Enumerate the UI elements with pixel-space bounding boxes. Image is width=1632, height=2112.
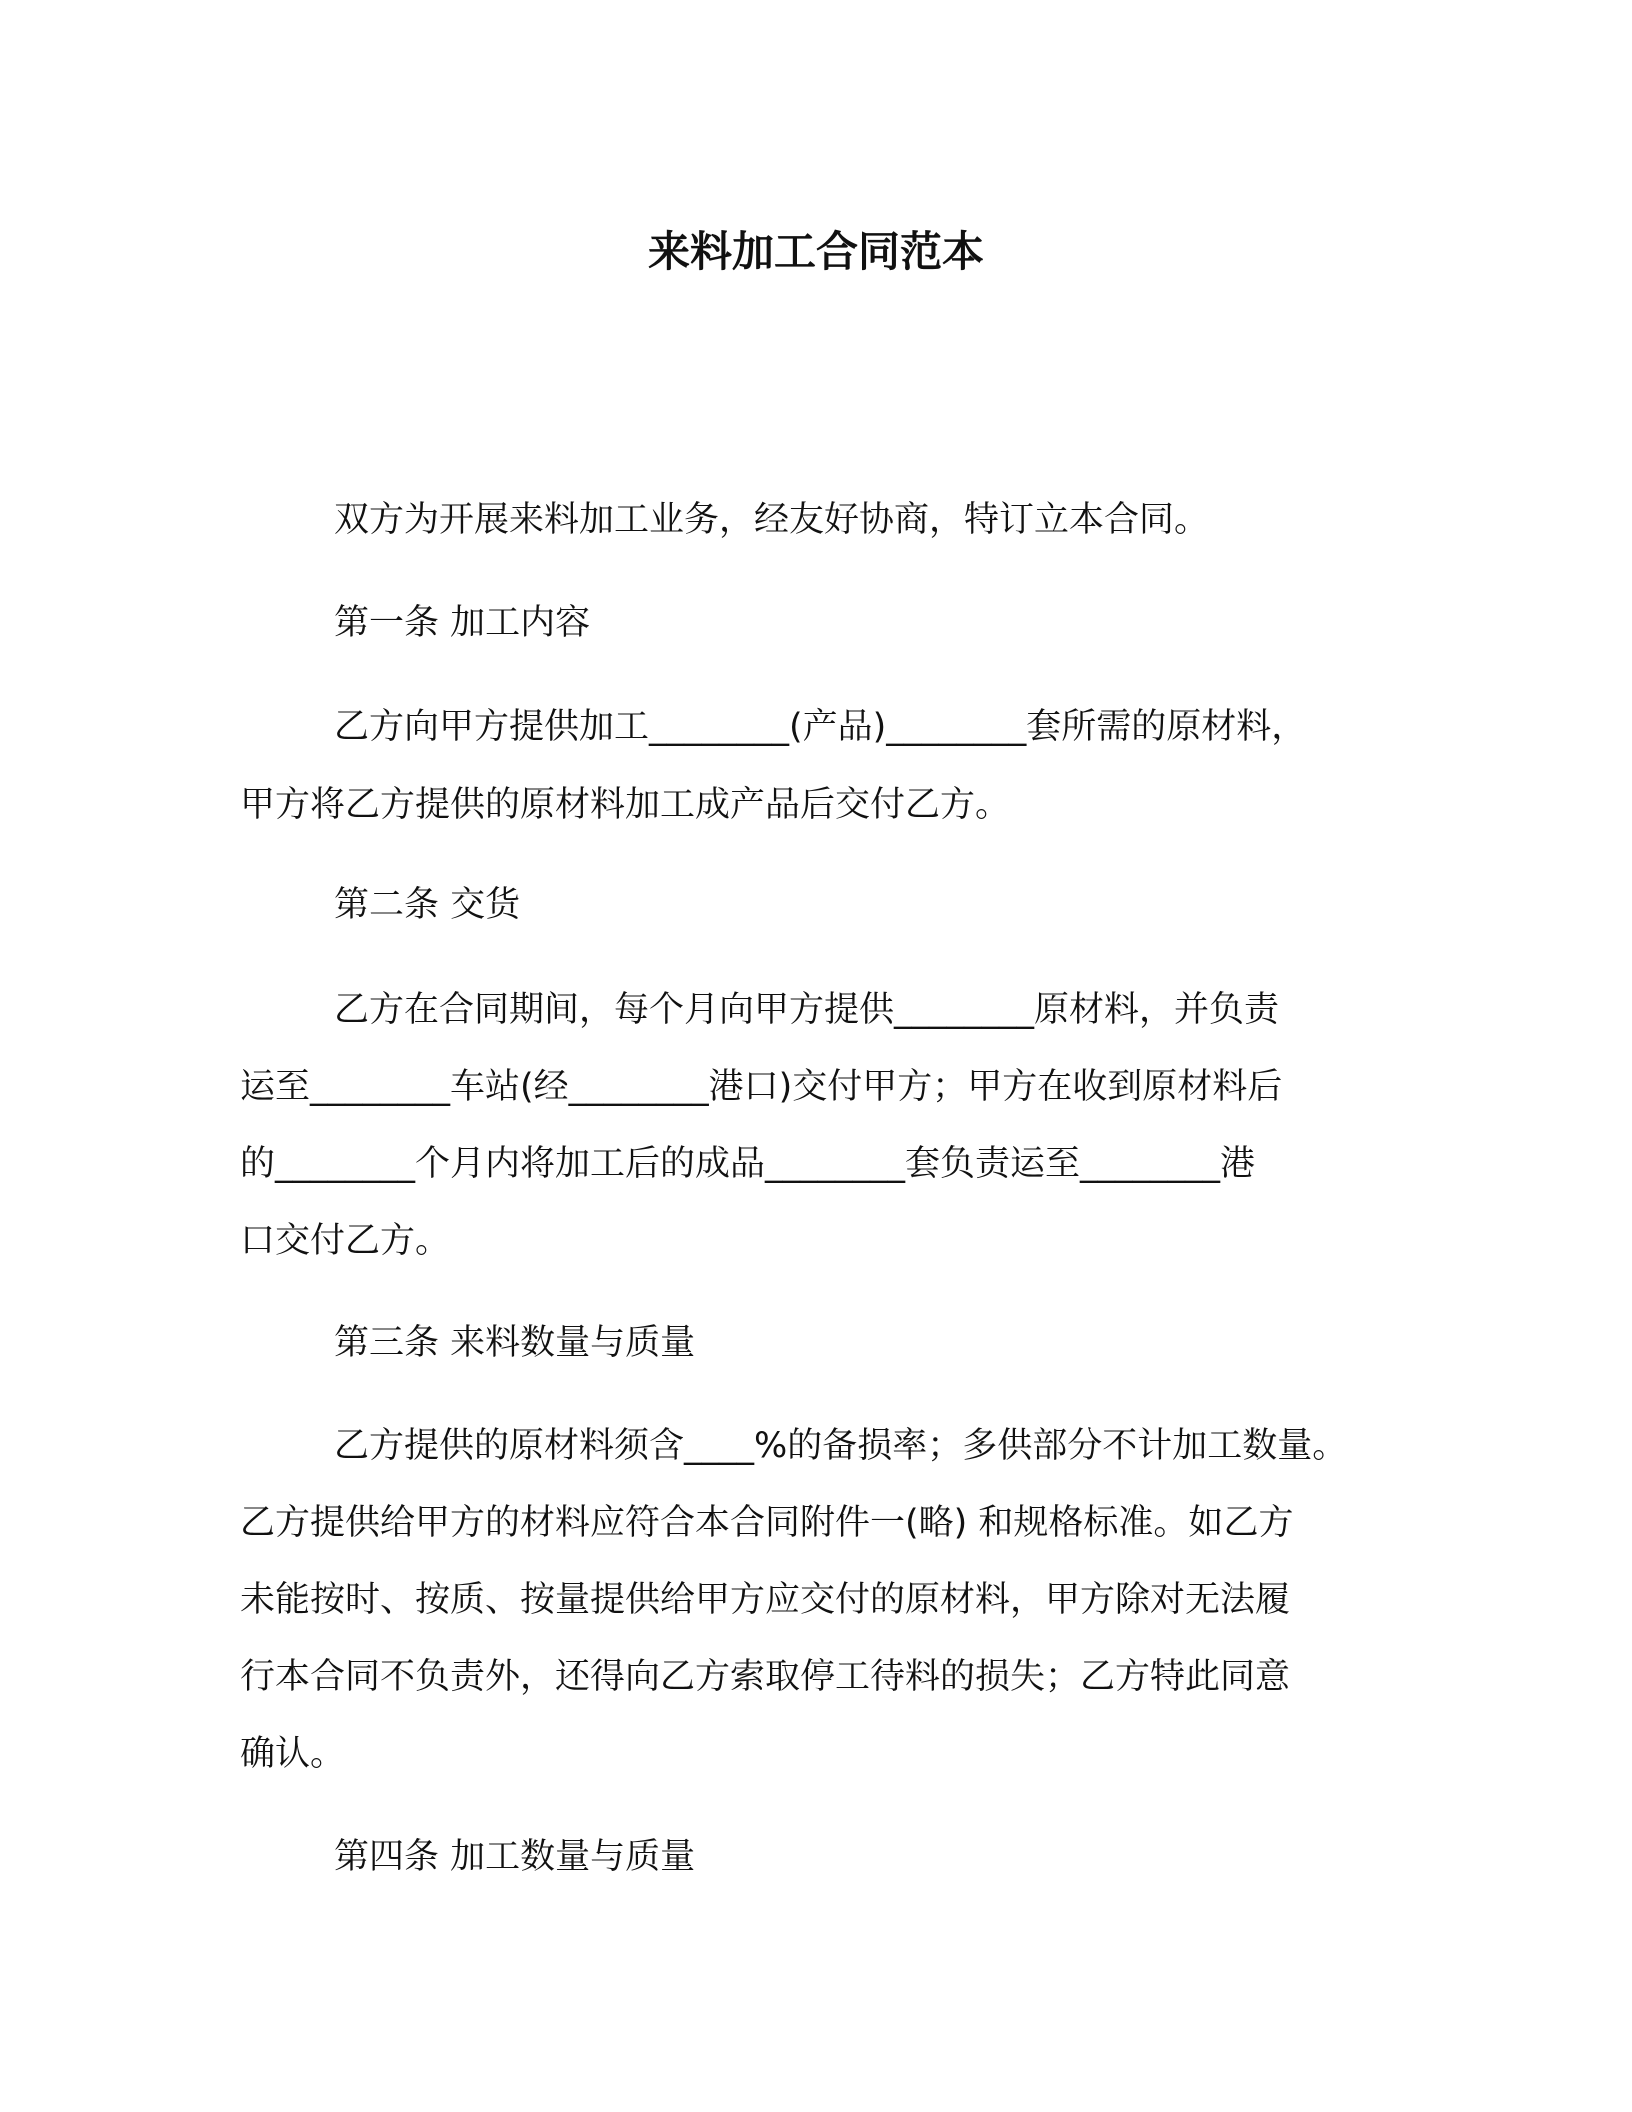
article-2-text-line-3: 的________个月内将加工后的成品________套负责运至________港 <box>240 1144 1256 1184</box>
article-3-text-line-5: 确认。 <box>240 1734 346 1774</box>
document-title: 来料加工合同范本 <box>647 227 984 276</box>
article-2-text-line-4: 口交付乙方。 <box>240 1221 451 1261</box>
article-2-text-line-1: 乙方在合同期间，每个月向甲方提供________原材料，并负责 <box>334 990 1280 1030</box>
article-1-text-line-1: 乙方向甲方提供加工________(产品)________套所需的原材料， <box>334 707 1307 747</box>
intro-paragraph: 双方为开展来料加工业务，经友好协商，特订立本合同。 <box>334 500 1210 540</box>
article-3-text-line-2: 乙方提供给甲方的材料应符合本合同附件一(略) 和规格标准。如乙方 <box>240 1503 1294 1543</box>
article-4-heading: 第四条 加工数量与质量 <box>334 1837 696 1877</box>
article-2-heading: 第二条 交货 <box>334 885 521 925</box>
article-3-heading: 第三条 来料数量与质量 <box>334 1323 696 1363</box>
article-2-text-line-2: 运至________车站(经________港口)交付甲方；甲方在收到原材料后 <box>240 1067 1283 1107</box>
article-3-text-line-3: 未能按时、按质、按量提供给甲方应交付的原材料，甲方除对无法履 <box>240 1580 1291 1620</box>
article-3-text-line-1: 乙方提供的原材料须含____%的备损率；多供部分不计加工数量。 <box>334 1426 1348 1466</box>
article-3-text-line-4: 行本合同不负责外，还得向乙方索取停工待料的损失；乙方特此同意 <box>240 1657 1291 1697</box>
article-1-text-line-2: 甲方将乙方提供的原材料加工成产品后交付乙方。 <box>240 785 1011 825</box>
article-1-heading: 第一条 加工内容 <box>334 603 591 643</box>
